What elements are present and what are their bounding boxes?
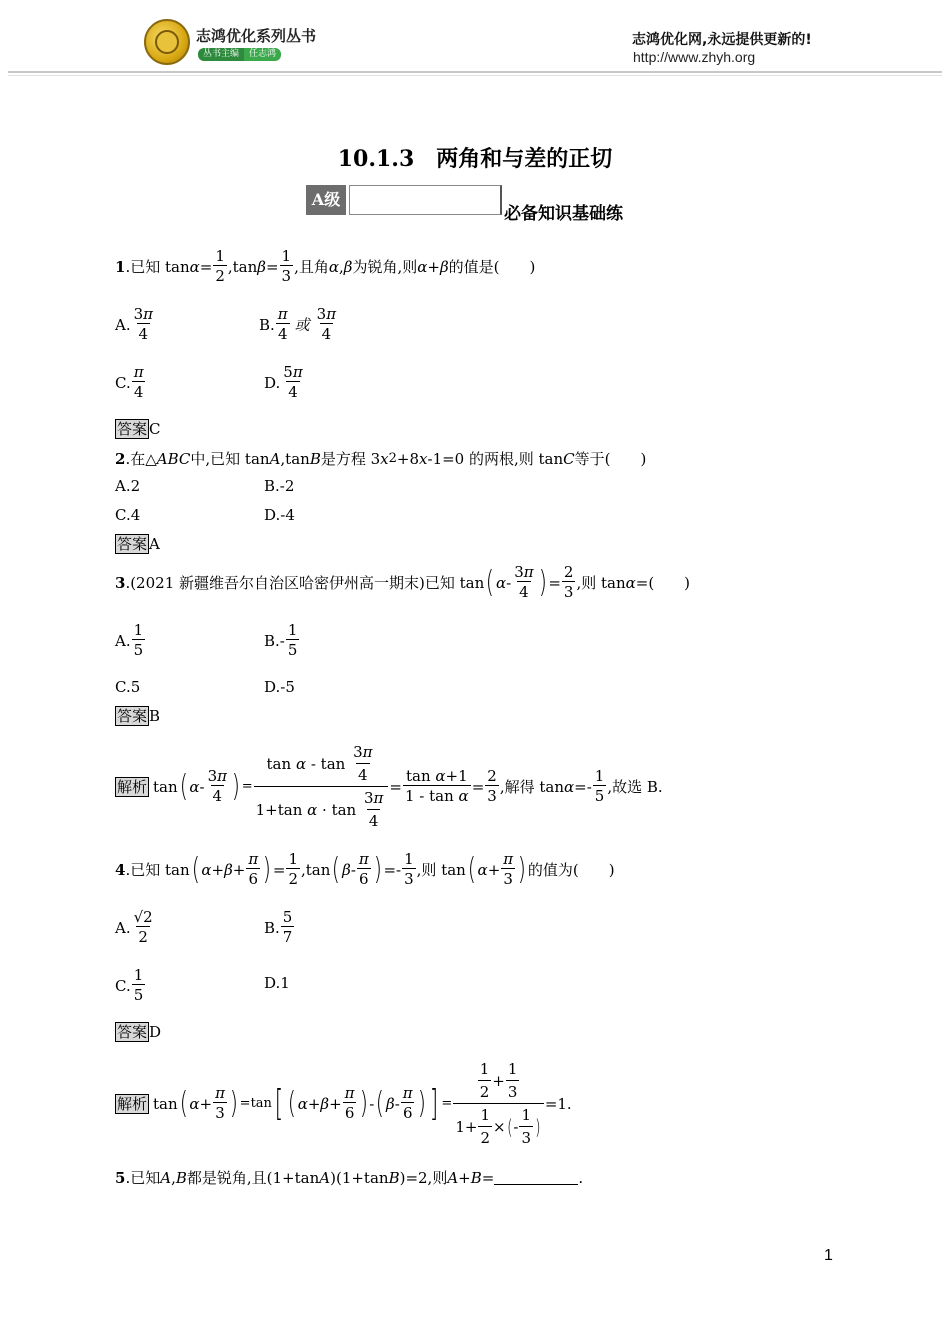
- q2-option-b: B.-2: [264, 477, 295, 495]
- q2-answer: 答案 A: [117, 535, 160, 553]
- q3-option-b: B.- $\frac{1}{5}$: [264, 621, 298, 659]
- chief-name: 任志鸿: [244, 48, 281, 61]
- q4-answer: 答案 D: [117, 1023, 162, 1041]
- page-number: 1: [824, 1247, 833, 1264]
- question-4: 4 . 已知 tan ( α + β + $\frac{\pi}{6}$ ) = $\frac{1}{2}$ ,tan ( β - $\frac{\pi}{6}$ ) =- $\frac{1}{3}$ ,则 tan ( α + $\frac{\pi}{3}$ ) 的值为( ): [115, 850, 615, 888]
- analysis-tag: 解析: [117, 777, 148, 796]
- level-tag: A级: [306, 185, 346, 215]
- level-name: 必备知识基础练: [504, 204, 623, 224]
- q2-option-a: A.2: [115, 477, 141, 495]
- q1-option-a: A. $\frac{3\pi}{4}$: [115, 305, 154, 343]
- answer-tag: 答案: [117, 420, 148, 438]
- q4-option-c: C. $\frac{1}{5}$: [115, 966, 144, 1004]
- q1-option-c: C. $\frac{\pi}{4}$: [115, 363, 144, 401]
- q4-option-b: B. $\frac{5}{7}$: [264, 908, 293, 946]
- q3-option-a: A. $\frac{1}{5}$: [115, 621, 144, 659]
- q1-option-d: D. $\frac{5\pi}{4}$: [264, 363, 303, 401]
- q3-option-d: D.-5: [264, 678, 295, 696]
- q3-option-c: C.5: [115, 678, 141, 696]
- q3-analysis: 解析 tan ( α - $\frac{3\pi}{4}$ ) = tan α - tan $\frac{3\pi}{4}$ 1+tan α · tan $\frac{3\pi}{4}$ = $\frac{\text{tan α+1}}{\text{1 - tan α}}$ = $\frac{2}{3}$ ,解得 tan α =- $\frac{1}{5}$ ,故选 B.: [117, 743, 663, 830]
- question-5: 5 . 已知 A , B 都是锐角,且(1+tan A )(1+tan B )=2,则 A + B = .: [115, 1168, 584, 1187]
- answer-blank[interactable]: [494, 1170, 578, 1185]
- q3-answer: 答案 B: [117, 707, 161, 725]
- slogan: 志鸿优化网,永远提供更新的!: [632, 32, 812, 48]
- q1-answer: 答案 C: [117, 420, 161, 438]
- page-title: 10.1.3 两角和与差的正切: [337, 146, 613, 172]
- series-name: 志鸿优化系列丛书: [196, 27, 317, 45]
- q4-analysis: 解析 tan ( α + $\frac{\pi}{3}$ ) =tan [ ( α + β + $\frac{\pi}{6}$ ) - ( β - $\frac{\pi}{6}$ ) ] = $\frac{1}{2}$ + $\frac{1}{3}$ 1+ $\frac{1}{2}$ × ( - $\frac{1}{3}$ ) =1.: [117, 1060, 572, 1147]
- q1-option-b: B. $\frac{\pi}{4}$ 或 $\frac{3\pi}{4}$: [259, 305, 337, 343]
- question-2: 2 . 在△ ABC 中,已知 tan A ,tan B 是方程 3 x 2 +8 x -1=0 的两根,则 tan C 等于( ): [115, 449, 647, 468]
- q2-option-c: C.4: [115, 506, 141, 524]
- header-divider: [8, 71, 942, 73]
- header-divider-thin: [8, 75, 942, 76]
- question-3: 3 .(2021 新疆维吾尔自治区哈密伊州高一期末)已知 tan ( α - $\frac{3\pi}{4}$ ) = $\frac{2}{3}$ ,则 tan α =( ): [115, 563, 691, 601]
- q2-option-d: D.-4: [264, 506, 295, 524]
- publisher-logo: [144, 19, 190, 65]
- q4-option-a: A. $\frac{√2}{2}$: [115, 908, 153, 946]
- chief-editor-tag: [198, 48, 281, 61]
- chief-label: 丛书主编: [198, 48, 244, 61]
- q4-option-d: D.1: [264, 974, 290, 992]
- question-1: 1 . 已知 tan α = $\frac{1}{2}$ ,tan β = $\frac{1}{3}$ ,且角 α , β 为锐角,则 α + β 的值是( ): [115, 247, 536, 285]
- level-box: [349, 185, 502, 215]
- website-url[interactable]: http://www.zhyh.org: [633, 49, 756, 65]
